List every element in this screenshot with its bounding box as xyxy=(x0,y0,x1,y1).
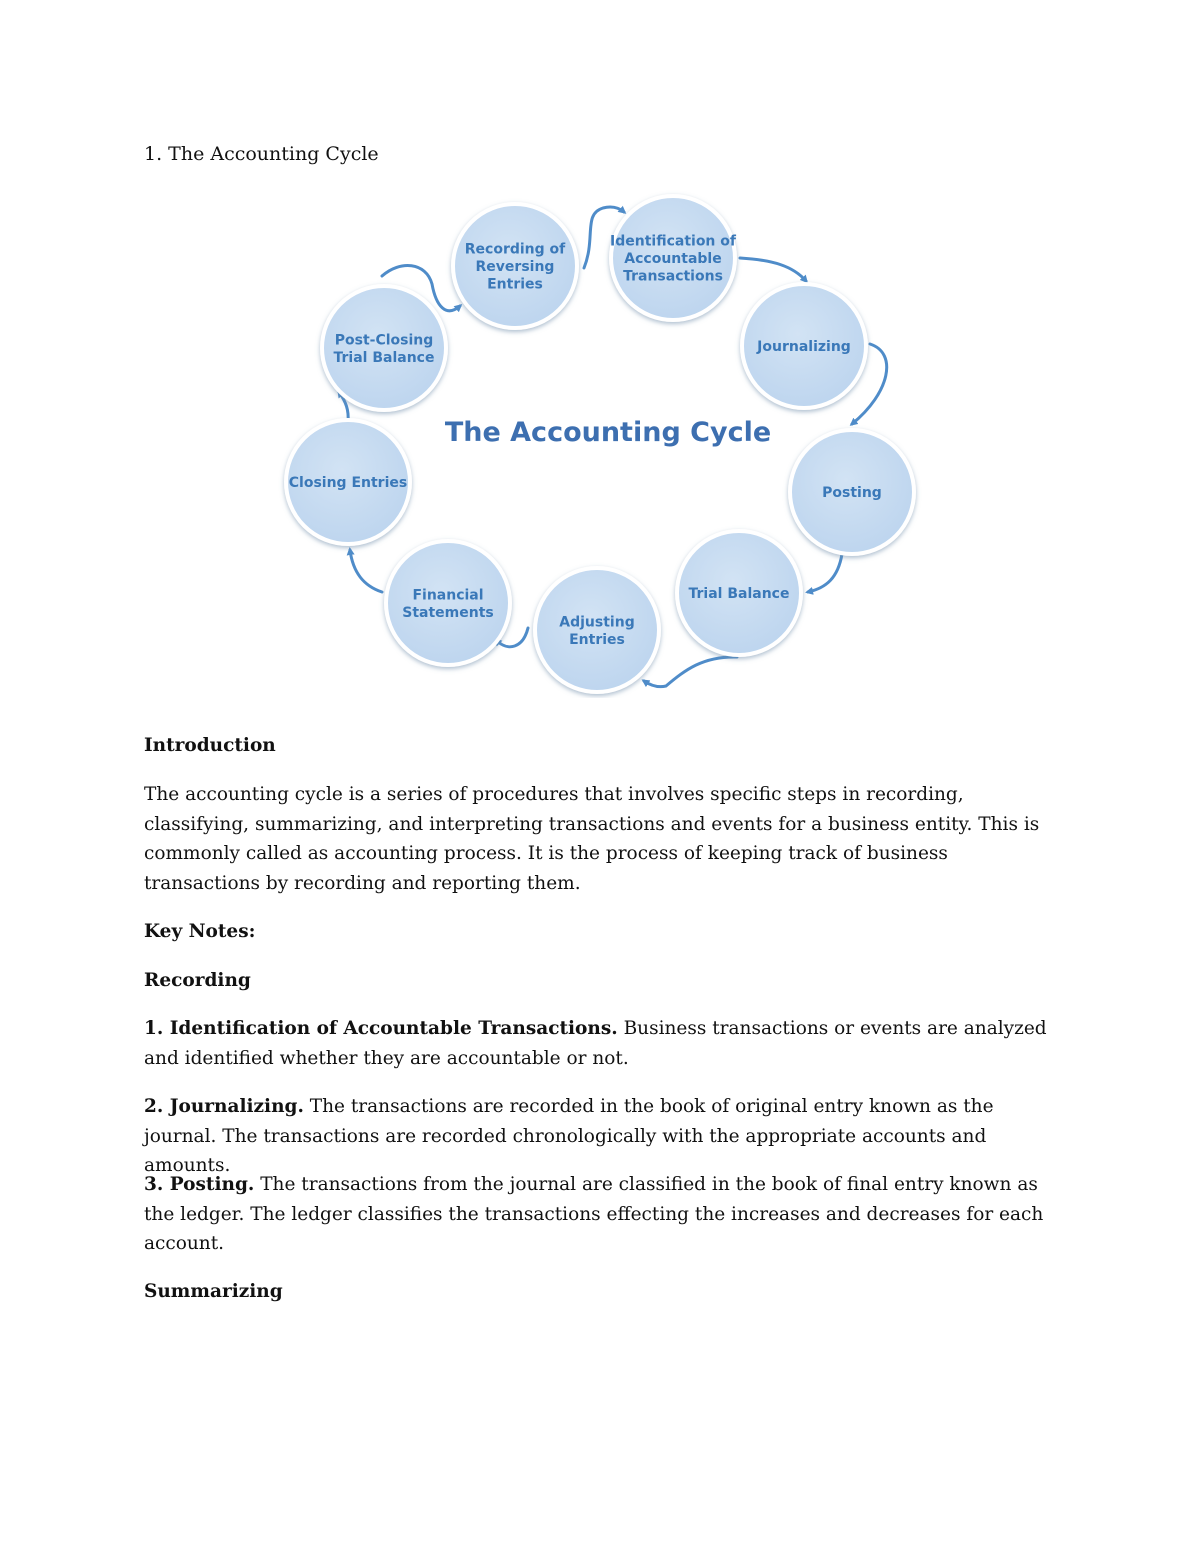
cycle-step-trial-balance xyxy=(677,531,801,655)
step-label: Closing Entries xyxy=(288,475,408,491)
step-label: Entries xyxy=(569,631,625,648)
key-note-item xyxy=(144,1014,1059,1073)
key-note-label: 3. Posting. xyxy=(144,1174,255,1195)
step-label: Transactions xyxy=(623,268,723,285)
step-label: Entries xyxy=(487,276,543,293)
cycle-step-adjusting-entries xyxy=(535,568,659,692)
step-label: Trial Balance xyxy=(333,349,435,366)
cycle-step-journalizing xyxy=(742,284,866,408)
accounting-cycle-diagram xyxy=(278,188,928,698)
key-note-text: The transactions from the journal are classified in the book of final entry known as the ledger. The ledger classifies the transactions effecting the increases and decreases for each account. xyxy=(144,1174,1044,1254)
cycle-svg xyxy=(278,188,928,698)
step-label: Reversing xyxy=(475,259,555,275)
cycle-step-reversing-entries xyxy=(453,204,577,328)
step-label: Adjusting xyxy=(559,614,635,631)
step-label: Financial xyxy=(412,587,484,604)
cycle-step-identification xyxy=(610,196,737,320)
step-label: Post-Closing xyxy=(334,332,434,349)
key-note-label: 2. Journalizing. xyxy=(144,1096,304,1117)
section-title: 1. The Accounting Cycle xyxy=(144,143,379,165)
step-label: Journalizing xyxy=(757,339,851,355)
cycle-step-closing-entries xyxy=(286,420,410,544)
arrow-identification-to-journalizing xyxy=(740,258,806,281)
key-note-text: The transactions are recorded in the book of original entry known as the journal. The transactions are recorded chronologically with the appropriate accounts and amounts. xyxy=(144,1096,994,1176)
key-note-label: 1. Identification of Accountable Transactions. xyxy=(144,1018,618,1039)
key-note-item xyxy=(144,1170,1059,1259)
summarizing-heading: Summarizing xyxy=(144,1281,283,1302)
arrow-trial-balance-to-adjusting xyxy=(644,657,737,687)
key-notes-heading: Key Notes: xyxy=(144,921,256,942)
recording-heading: Recording xyxy=(144,970,251,991)
step-label: Accountable xyxy=(624,251,722,267)
step-label: Trial Balance xyxy=(688,586,790,602)
introduction-heading: Introduction xyxy=(144,735,276,756)
arrow-financial-to-closing xyxy=(350,550,382,592)
cycle-step-post-closing-trial-balance xyxy=(322,286,446,410)
key-note-item xyxy=(144,1092,1059,1181)
arrow-posting-to-trial-balance xyxy=(808,554,842,592)
step-label: Posting xyxy=(822,485,882,501)
introduction-paragraph: The accounting cycle is a series of procedures that involves specific steps in recording, classifying, summarizing, and interpreting transactions and events for a business entity. This is commonly called as accounting process. It is the process of keeping track of business transactions by recording and reporting them. xyxy=(144,784,1040,894)
cycle-step-posting xyxy=(790,430,914,554)
step-label: Recording of xyxy=(464,241,566,258)
step-label: Statements xyxy=(402,604,494,621)
step-label: Identification of xyxy=(610,233,736,250)
key-note-text: Business transactions or events are analyzed and identified whether they are accountable or not. xyxy=(144,1018,1047,1069)
cycle-step-financial-statements xyxy=(386,541,510,665)
diagram-center-title: The Accounting Cycle xyxy=(444,417,772,448)
